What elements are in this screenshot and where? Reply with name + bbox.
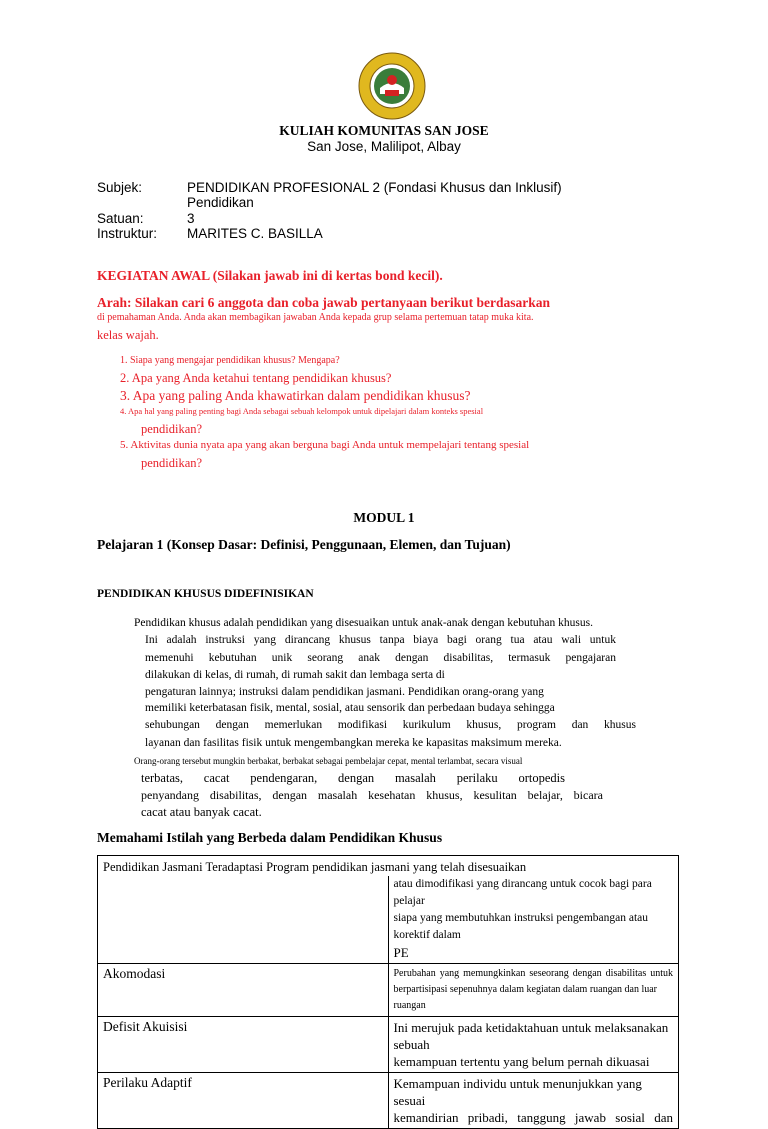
unit-value: 3 <box>187 211 195 226</box>
instructor-value: MARITES C. BASILLA <box>187 226 323 241</box>
school-address: San Jose, Malilipot, Albay <box>307 139 461 154</box>
table-cell-definition <box>388 1073 679 1129</box>
table-row <box>98 1017 679 1073</box>
section-heading: PENDIDIKAN KHUSUS DIDEFINISIKAN <box>97 588 314 600</box>
college-seal-logo <box>358 52 426 120</box>
lesson-title: Pelajaran 1 (Konsep Dasar: Definisi, Penggunaan, Elemen, dan Tujuan) <box>97 537 511 552</box>
definition-line: atau dimodifikasi yang dirancang untuk cocok bagi para pelajar <box>393 878 652 907</box>
bullet2-line: penyandang disabilitas, dengan masalah kesehatan khusus, kesulitan belajar, bicara <box>141 788 603 802</box>
bullet1-line: dilakukan di kelas, di rumah, di rumah sakit dan lembaga serta di <box>145 669 445 681</box>
module-title: MODUL 1 <box>353 510 415 525</box>
activity-direction-end: kelas wajah. <box>97 328 159 342</box>
activity-direction-small: di pemahaman Anda. Anda akan membagikan jawaban Anda kepada grup selama pertemuan tatap muka kita. <box>97 312 534 323</box>
term-label: Pendidikan Jasmani Teradaptasi Program pendidikan jasmani yang telah disesuaikan <box>103 860 527 874</box>
terms-table <box>97 855 679 1129</box>
bullet2-line: terbatas, cacat pendengaran, dengan masalah perilaku ortopedis <box>141 771 565 785</box>
question-1: 1. Siapa yang mengajar pendidikan khusus? Mengapa? <box>120 355 340 366</box>
subject-value: PENDIDIKAN PROFESIONAL 2 (Fondasi Khusus dan Inklusif) <box>187 180 562 195</box>
bullet2-line: cacat atau banyak cacat. <box>141 805 262 819</box>
definition-line: berpartisipasi sepenuhnya dalam kegiatan dalam ruangan dan luar ruangan <box>393 984 658 1011</box>
terms-heading: Memahami Istilah yang Berbeda dalam Pendidikan Khusus <box>97 830 443 845</box>
question-5-cont: pendidikan? <box>141 456 203 470</box>
instructor-label: Instruktur: <box>97 226 158 241</box>
bullet1-line: sehubungan dengan memerlukan modifikasi kurikulum khusus, program dan khusus <box>145 719 636 731</box>
definition-line: Perubahan yang memungkinkan seseorang dengan disabilitas untuk <box>393 968 673 979</box>
subject-value-cont: Pendidikan <box>187 195 254 210</box>
table-cell-term: Akomodasi <box>98 964 389 1017</box>
definition-line: Ini merujuk pada ketidaktahuan untuk melaksanakan sebuah <box>393 1020 669 1052</box>
table-row <box>98 1073 679 1129</box>
subject-label: Subjek: <box>97 180 143 195</box>
bullet2-line: Orang-orang tersebut mungkin berbakat, berbakat sebagai pembelajar cepat, mental terlambat, secara visual <box>134 756 523 766</box>
table-cell-definition <box>388 964 679 1017</box>
bullet1-line: Ini adalah instruksi yang dirancang khusus tanpa biaya bagi orang tua atau wali untuk <box>145 634 616 646</box>
question-5: 5. Aktivitas dunia nyata apa yang akan berguna bagi Anda untuk mempelajari tentang spesial <box>120 439 530 451</box>
question-3: 3. Apa yang paling Anda khawatirkan dalam pendidikan khusus? <box>120 388 471 403</box>
bullet1-line: pengaturan lainnya; instruksi dalam pendidikan jasmani. Pendidikan orang-orang yang <box>145 686 544 698</box>
activity-direction: Arah: Silakan cari 6 anggota dan coba jawab pertanyaan berikut berdasarkan <box>97 295 551 310</box>
table-row <box>98 964 679 1017</box>
definition-line: Kemampuan individu untuk menunjukkan yang sesuai <box>393 1076 642 1108</box>
question-4-cont: pendidikan? <box>141 422 203 436</box>
unit-label: Satuan: <box>97 211 144 226</box>
bullet1-line: layanan dan fasilitas fisik untuk mengembangkan mereka ke kapasitas maksimum mereka. <box>145 737 562 749</box>
definition-line: kemampuan tertentu yang belum pernah dikuasai <box>393 1054 650 1069</box>
table-cell-definition <box>388 1017 679 1073</box>
question-4: 4. Apa hal yang paling penting bagi Anda sebagai sebuah kelompok untuk dipelajari dalam konteks spesial <box>120 406 484 416</box>
table-cell-term <box>98 856 679 877</box>
bullet1-line: Pendidikan khusus adalah pendidikan yang disesuaikan untuk anak-anak dengan kebutuhan khusus. <box>134 617 593 629</box>
school-name: KULIAH KOMUNITAS SAN JOSE <box>279 123 489 138</box>
bullet1-line: memiliki keterbatasan fisik, mental, sosial, atau sensorik dan perbedaan budaya sehingga <box>145 702 555 714</box>
table-row <box>98 876 679 964</box>
table-cell-term <box>98 876 389 964</box>
definition-line: PE <box>393 945 409 960</box>
bullet1-line: memenuhi kebutuhan unik seorang anak dengan disabilitas, termasuk pengajaran <box>145 652 616 664</box>
definition-line: kemandirian pribadi, tanggung jawab sosial dan <box>393 1110 673 1125</box>
table-cell-definition <box>388 876 679 964</box>
table-cell-term: Defisit Akuisisi <box>98 1017 389 1073</box>
table-cell-term: Perilaku Adaptif <box>98 1073 389 1129</box>
activity-title: KEGIATAN AWAL (Silakan jawab ini di kertas bond kecil). <box>97 268 443 283</box>
table-row <box>98 856 679 877</box>
definition-line: siapa yang membutuhkan instruksi pengembangan atau korektif dalam <box>393 912 649 941</box>
question-2: 2. Apa yang Anda ketahui tentang pendidikan khusus? <box>120 371 392 385</box>
